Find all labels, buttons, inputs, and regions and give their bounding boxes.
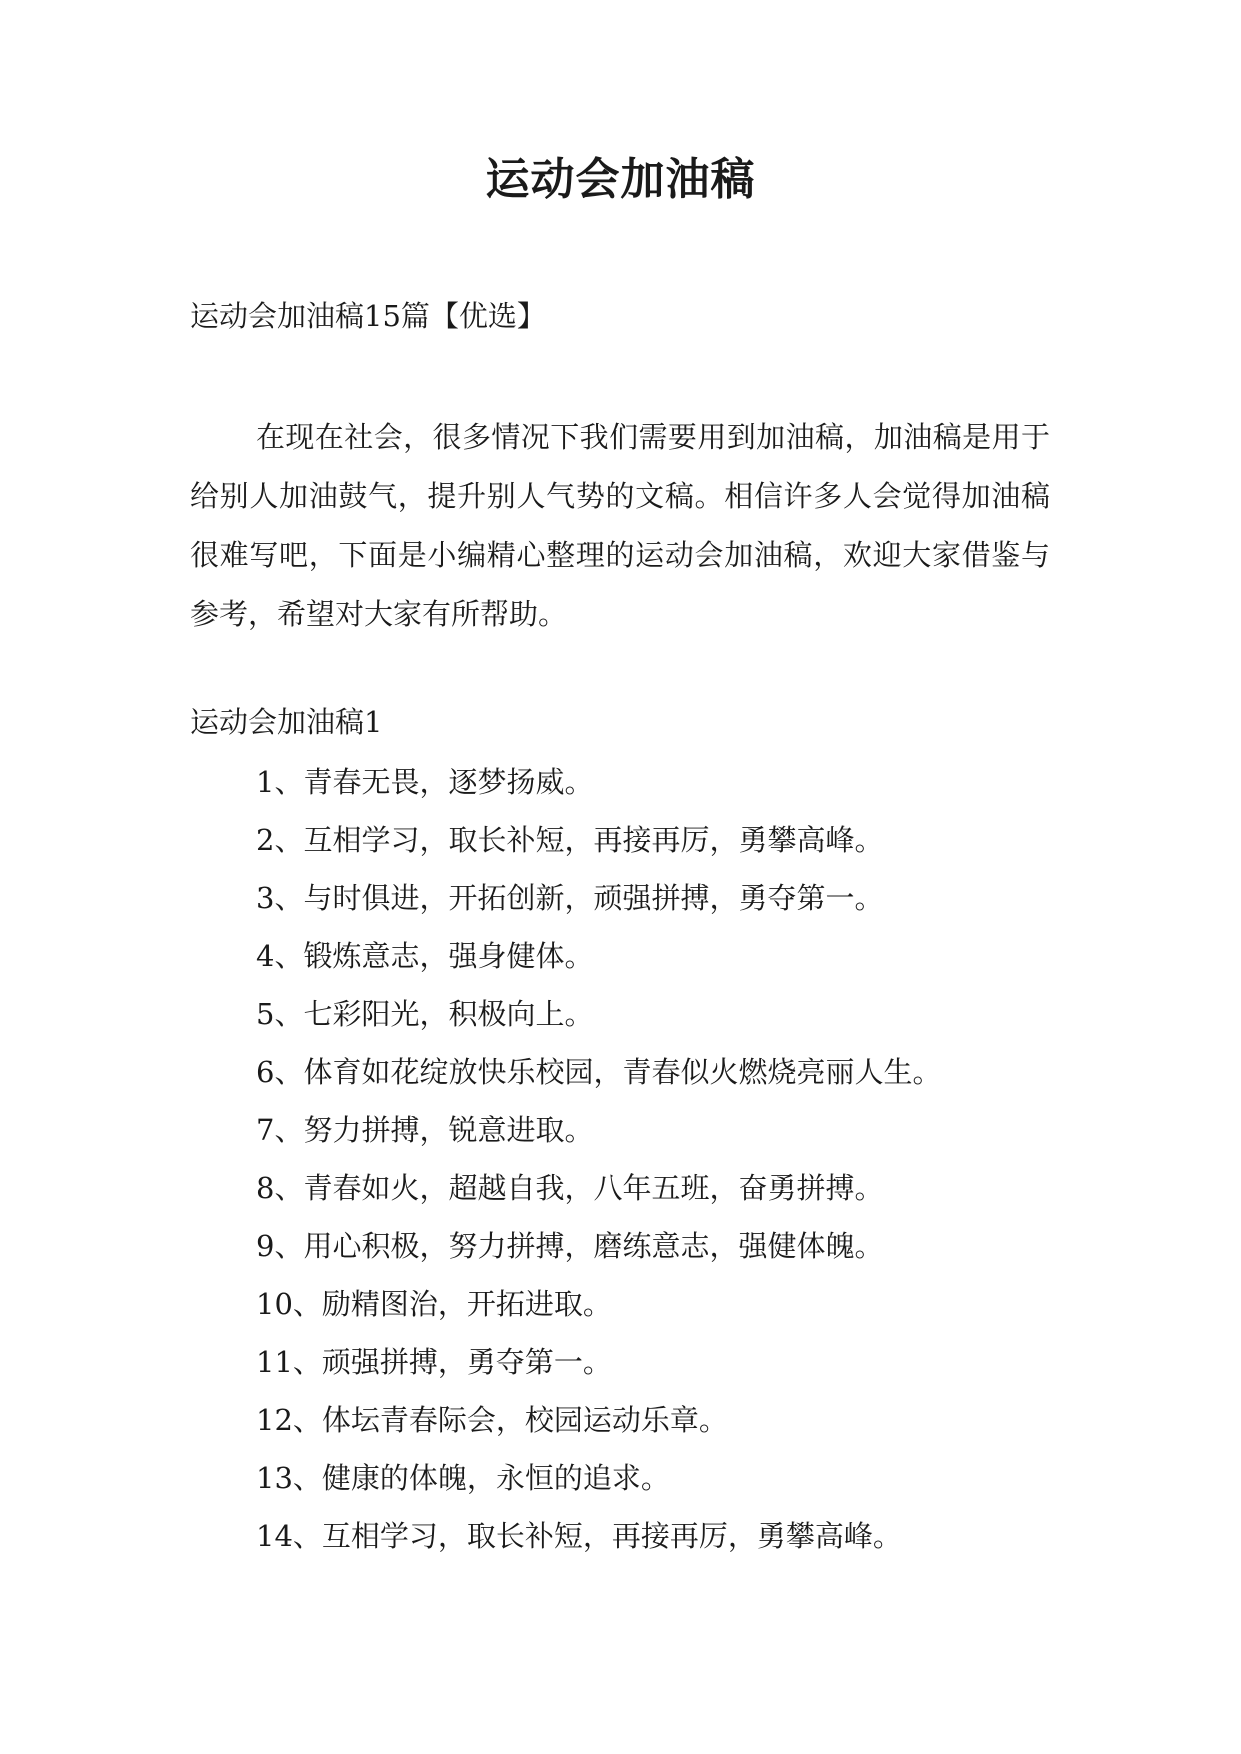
slogan-item: 10、励精图治，开拓进取。 — [256, 1287, 612, 1321]
slogan-item: 9、用心积极，努力拼搏，磨练意志，强健体魄。 — [256, 1229, 884, 1263]
document-title: 运动会加油稿 — [485, 154, 756, 205]
slogan-item: 1、青春无畏，逐梦扬威。 — [256, 765, 594, 799]
slogan-item: 12、体坛青春际会，校园运动乐章。 — [256, 1403, 728, 1437]
section-heading: 运动会加油稿1 — [190, 705, 383, 739]
slogan-item: 7、努力拼搏，锐意进取。 — [256, 1113, 594, 1147]
slogan-item: 3、与时俱进，开拓创新，顽强拼搏，勇夺第一。 — [256, 881, 884, 915]
slogan-item: 4、锻炼意志，强身健体。 — [256, 939, 594, 973]
intro-paragraph: 在现在社会，很多情况下我们需要用到加油稿，加油稿是用于给别人加油鼓气，提升别人气势的文稿。相信许多人会觉得加油稿很难写吧，下面是小编精心整理的运动会加油稿，欢迎大家借鉴与参考，希望对大家有所帮助。 — [190, 420, 1050, 631]
slogan-item: 11、顽强拼搏，勇夺第一。 — [256, 1345, 612, 1379]
slogan-item: 2、互相学习，取长补短，再接再厉，勇攀高峰。 — [256, 823, 884, 857]
slogan-list — [256, 753, 1056, 1565]
slogan-item: 5、七彩阳光，积极向上。 — [256, 997, 594, 1031]
slogan-item: 6、体育如花绽放快乐校园，青春似火燃烧亮丽人生。 — [256, 1055, 942, 1089]
document-subtitle: 运动会加油稿15篇【优选】 — [190, 299, 546, 333]
slogan-item: 8、青春如火，超越自我，八年五班，奋勇拼搏。 — [256, 1171, 884, 1205]
slogan-item: 13、健康的体魄，永恒的追求。 — [256, 1461, 670, 1495]
slogan-item: 14、互相学习，取长补短，再接再厉，勇攀高峰。 — [256, 1519, 902, 1553]
